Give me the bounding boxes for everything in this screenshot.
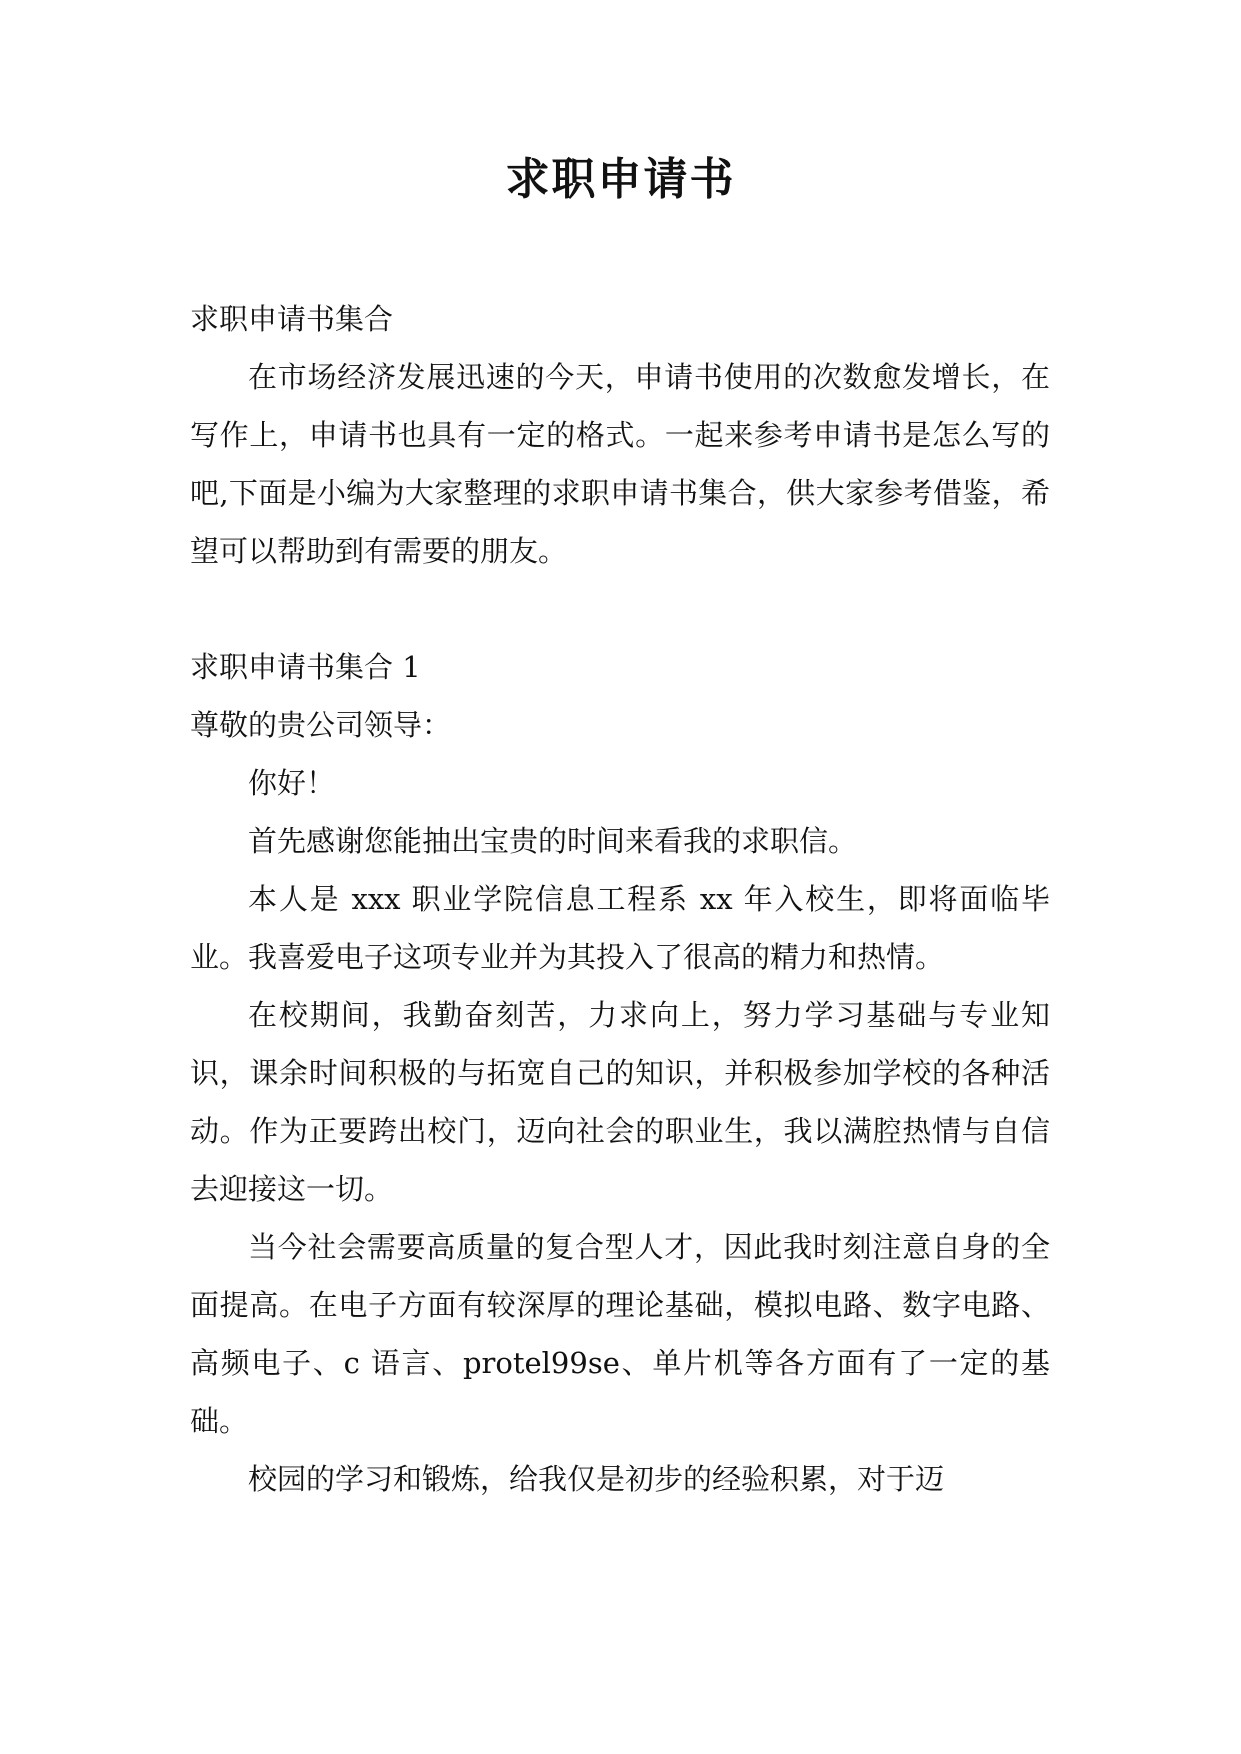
body-paragraph-school-life: 在校期间，我勤奋刻苦，力求向上，努力学习基础与专业知识，课余时间积极的与拓宽自己的知识，并积极参加学校的各种活动。作为正要跨出校门，迈向社会的职业生，我以满腔热情与自信去迎接这一切。 xyxy=(190,998,1050,1206)
page-title: 求职申请书 xyxy=(505,154,736,205)
intro-paragraph: 在市场经济发展迅速的今天，申请书使用的次数愈发增长，在写作上，申请书也具有一定的格式。一起来参考申请书是怎么写的吧,下面是小编为大家整理的求职申请书集合，供大家参考借鉴，希望可以帮助到有需要的朋友。 xyxy=(190,360,1050,568)
body-paragraph-skills: 当今社会需要高质量的复合型人才，因此我时刻注意自身的全面提高。在电子方面有较深厚的理论基础，模拟电路、数字电路、高频电子、c 语言、protel99se、单片机等各方面有了一定的基础。 xyxy=(190,1230,1050,1438)
section-heading: 求职申请书集合 1 xyxy=(190,650,421,684)
document-body xyxy=(190,290,1050,1508)
greeting: 你好！ xyxy=(248,766,336,800)
body-paragraph-thanks: 首先感谢您能抽出宝贵的时间来看我的求职信。 xyxy=(248,824,858,858)
body-paragraph-experience: 校园的学习和锻炼，给我仅是初步的经验积累，对于迈 xyxy=(248,1462,945,1496)
section-spacer xyxy=(190,580,1050,638)
body-paragraph-introduction: 本人是 xxx 职业学院信息工程系 xx 年入校生，即将面临毕业。我喜爱电子这项专业并为其投入了很高的精力和热情。 xyxy=(190,882,1050,974)
salutation: 尊敬的贵公司领导： xyxy=(190,708,452,742)
collection-heading: 求职申请书集合 xyxy=(190,302,394,336)
